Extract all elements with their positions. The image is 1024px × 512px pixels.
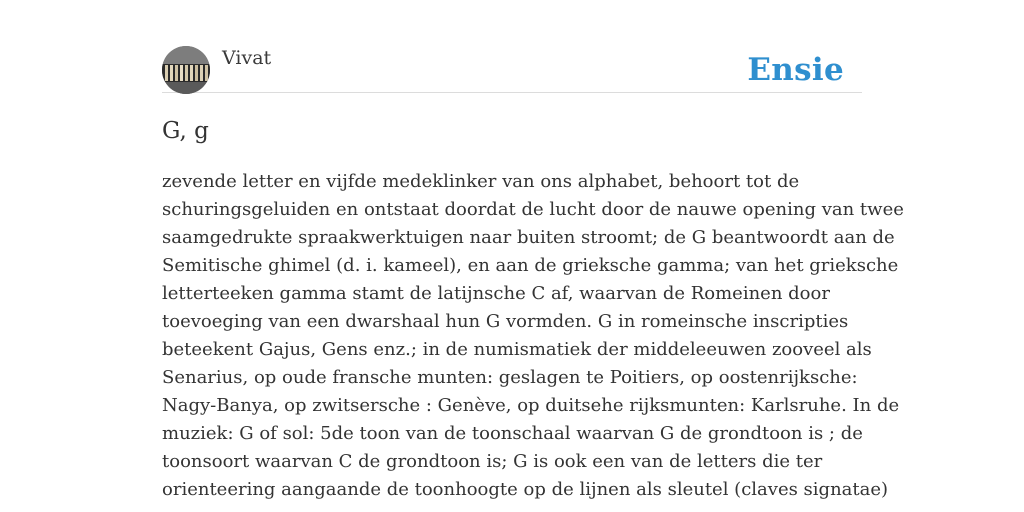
entry-body-line: toevoeging van een dwarshaal hun G vormden. G in romeinsche inscripties — [162, 311, 849, 332]
entry-body-line: orienteering aangaande de toonhoogte op de lijnen als sleutel (claves signatae) — [162, 479, 889, 500]
brand-logo[interactable]: Ensie — [747, 52, 844, 88]
entry-body-line: toonsoort waarvan C de grondtoon is; G is ook een van de letters die ter — [162, 451, 823, 472]
header — [162, 46, 862, 93]
books-icon — [162, 46, 210, 94]
entry-body-line: saamgedrukte spraakwerktuigen naar buiten stroomt; de G beantwoordt aan de — [162, 227, 895, 248]
author-name[interactable]: Vivat — [222, 47, 272, 69]
entry-body-line: Semitische ghimel (d. i. kameel), en aan de grieksche gamma; van het grieksche — [162, 255, 899, 276]
entry-body — [162, 168, 904, 504]
entry-body-line: muziek: G of sol: 5de toon van de toonschaal waarvan G de grondtoon is ; de — [162, 423, 863, 444]
entry-body-line: letterteeken gamma stamt de latijnsche C af, waarvan de Romeinen door — [162, 283, 830, 304]
entry-body-line: Nagy-Banya, op zwitsersche : Genève, op duitsehe rijksmunten: Karlsruhe. In de — [162, 395, 900, 416]
entry-body-line: schuringsgeluiden en ontstaat doordat de lucht door de nauwe opening van twee — [162, 199, 904, 220]
author-avatar[interactable] — [162, 46, 210, 94]
entry-body-line: zevende letter en vijfde medeklinker van ons alphabet, behoort tot de — [162, 171, 800, 192]
entry-body-line: beteekent Gajus, Gens enz.; in de numismatiek der middeleeuwen zooveel als — [162, 339, 872, 360]
entry-title: G, g — [162, 118, 209, 144]
entry-body-line: Senarius, op oude fransche munten: geslagen te Poitiers, op oostenrijksche: — [162, 367, 858, 388]
